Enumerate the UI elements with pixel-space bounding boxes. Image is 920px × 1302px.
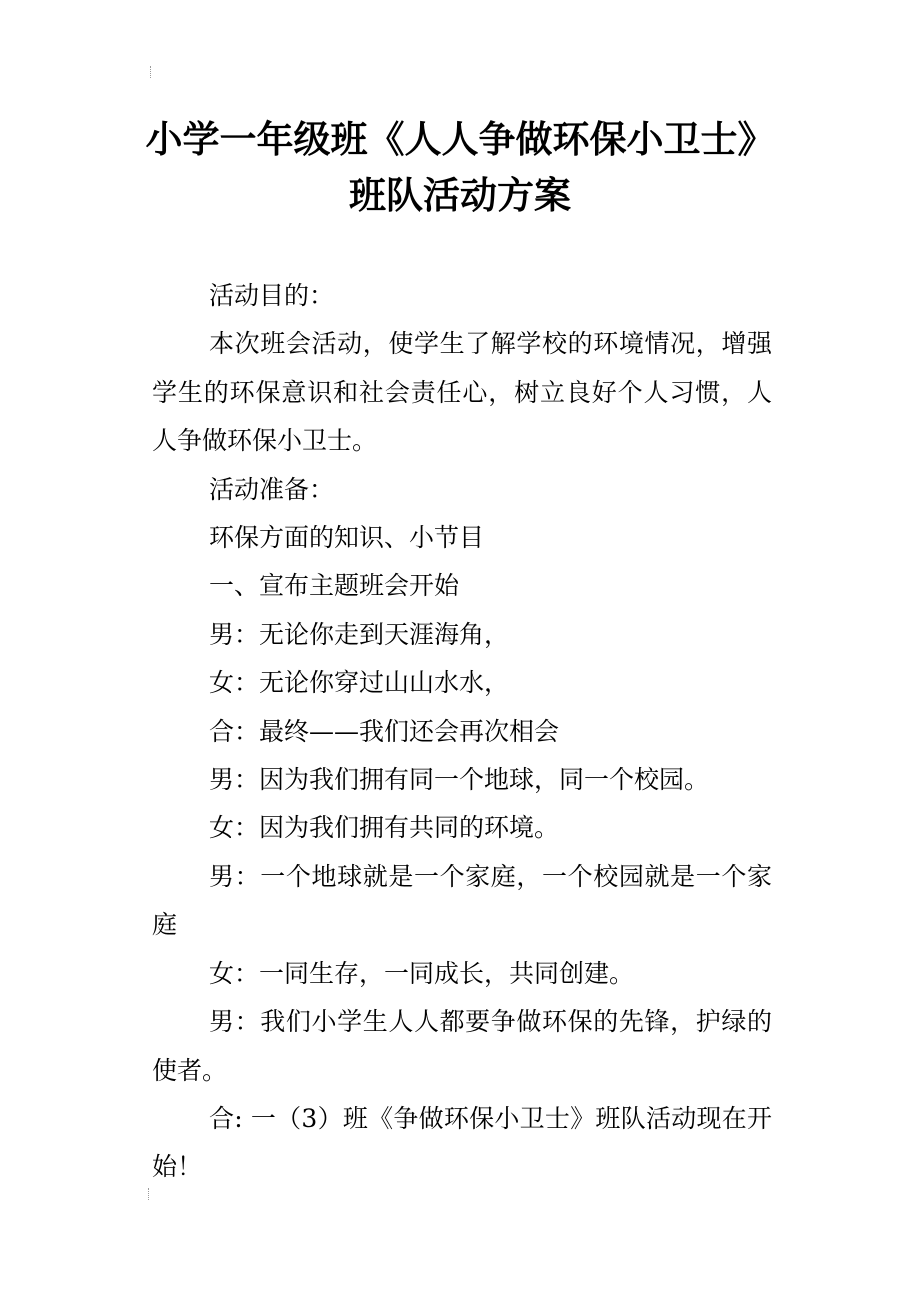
paragraph-preparation: 环保方面的知识、小节目 [209, 523, 485, 553]
page-corner-mark [148, 1188, 155, 1200]
page-corner-mark [150, 66, 157, 78]
dialogue-line: 女：因为我们拥有共同的环境。 [209, 813, 560, 843]
dialogue-line: 男：因为我们拥有同一个地球，同一个校园。 [209, 765, 710, 795]
section-heading-purpose: 活动目的： [209, 281, 335, 310]
title-line-2: 班队活动方案 [349, 174, 571, 217]
dialogue-line: 男：一个地球就是一个家庭，一个校园就是一个家庭 [152, 861, 772, 940]
dialogue-line: 女：一同生存，一同成长，共同创建。 [209, 958, 635, 988]
dialogue-line: 男：无论你走到天涯海角， [209, 619, 510, 649]
dialogue-line: 男：我们小学生人人都要争做环保的先锋，护绿的使者。 [152, 1007, 772, 1085]
dialogue-line: 合: 一（3）班《争做环保小卫士》班队活动现在开始！ [152, 1103, 772, 1182]
dialogue-line: 合：最终——我们还会再次相会 [209, 716, 560, 746]
document-body [152, 272, 772, 1192]
title-line-1: 小学一年级班《人人争做环保小卫士》 [145, 118, 775, 161]
dialogue-line: 女：无论你穿过山山水水， [209, 668, 510, 698]
paragraph-purpose: 本次班会活动，使学生了解学校的环境情况，增强学生的环保意识和社会责任心，树立良好个人习惯，人人争做环保小卫士。 [152, 329, 772, 456]
document-title [0, 112, 920, 224]
section-heading-preparation: 活动准备： [209, 474, 335, 504]
section-heading-step-one: 一、宣布主题班会开始 [209, 571, 460, 601]
